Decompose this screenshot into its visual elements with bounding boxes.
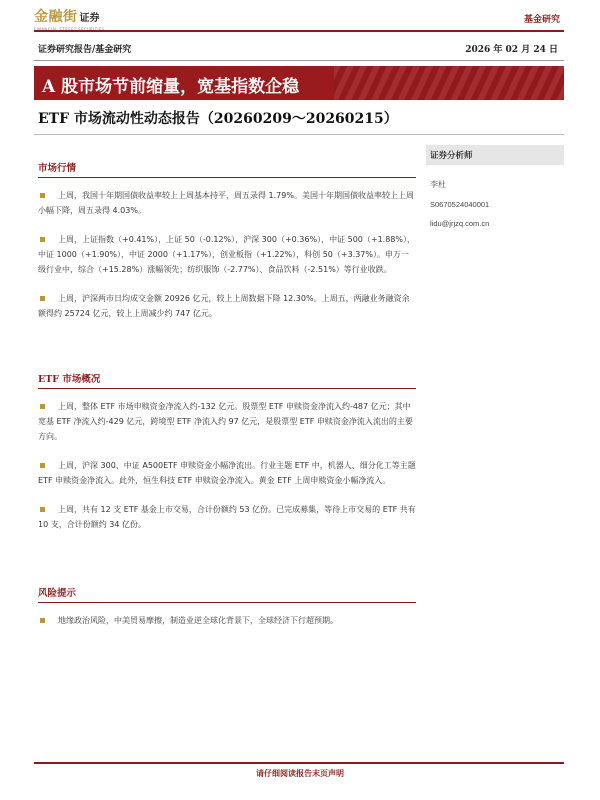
section-heading-risk: 风险提示: [38, 585, 416, 603]
bullet-square-icon: [40, 507, 45, 512]
list-item: [38, 613, 416, 628]
bullet-square-icon: [40, 404, 45, 409]
report-date: 2026 年 02 月 24 日: [465, 45, 558, 55]
section-risk: [38, 585, 416, 628]
list-item: [38, 458, 416, 488]
page-header: [0, 0, 600, 34]
section-heading-market: 市场行情: [38, 160, 416, 178]
report-type: 证券研究报告/基金研究: [38, 45, 132, 55]
subtitle-divider: [34, 134, 564, 135]
report-subtitle: ETF 市场流动性动态报告（20260209～20260215）: [38, 111, 398, 127]
analyst-cert-id: S0670524040001: [430, 200, 490, 209]
list-item: [38, 188, 416, 218]
footer-disclaimer: 请仔细阅读报告末页声明: [256, 768, 344, 778]
bullet-text: 上周，共有 12 支 ETF 基金上市交易，合计份额约 53 亿份。已完成募集，等待上市交易的 ETF 共有 10 支，合计份额约 34 亿份。: [38, 505, 416, 529]
header-divider: [34, 30, 564, 32]
bullet-text: 上周，我国十年期国债收益率较上上周基本持平，周五录得 1.79%。美国十年期国债收益率较上上周小幅下降，周五录得 4.03%。: [38, 191, 414, 215]
logo-brand: 金融街: [34, 9, 78, 25]
bullet-text: 地缘政治风险，中美贸易摩擦，制造业逆全球化背景下，全球经济下行超预期。: [58, 616, 338, 625]
section-market: [38, 160, 416, 321]
bullet-square-icon: [40, 618, 45, 623]
list-item: [38, 502, 416, 532]
bullet-square-icon: [40, 296, 45, 301]
bullet-text: 上周，沪深 300、中证 A500ETF 申赎资金小幅净流出。行业主题 ETF 中，机器人、细分化工等主题 ETF 申赎资金净流入。此外，恒生科技 ETF 申赎资金净流入。黄金 ETF 上周申赎资金小幅净流入。: [38, 461, 416, 485]
bullet-text: 上周，上证指数（+0.41%），上证 50（-0.12%），沪深 300（+0.36%），中证 500（+1.88%），中证 1000（+1.90%），中证 2000（+1.17%），创业板指（+1.22%），科创 50（+3.37%）。申万一级行业中，综合（+15.28%）涨幅领先；纺织服饰（-2.77%）、食品饮料（-2.51%）等行业收跌。: [38, 235, 415, 274]
footer-divider: [34, 762, 564, 764]
list-item: [38, 291, 416, 321]
section-heading-etf: ETF 市场概况: [38, 371, 416, 389]
analyst-heading: 证券分析师: [426, 145, 564, 165]
list-item: [38, 232, 416, 277]
main-title: A 股市场节前缩量，宽基指数企稳: [42, 77, 300, 97]
list-item: [38, 399, 416, 444]
banner-decoration: [334, 66, 564, 100]
bullet-text: 上周，整体 ETF 市场申赎资金净流入约-132 亿元。股票型 ETF 申赎资金净流入约-487 亿元；其中宽基 ETF 净流入约-429 亿元，跨境型 ETF 净流入约 97 亿元，是股票型 ETF 申赎资金净流入流出的主要方向。: [38, 402, 413, 441]
company-logo: [34, 6, 104, 32]
section-etf: [38, 371, 416, 532]
bullet-square-icon: [40, 193, 45, 198]
analyst-panel: [426, 145, 564, 228]
report-meta-row: [34, 38, 564, 58]
analyst-email: lidu@jrjzq.com.cn: [430, 219, 490, 228]
header-category: 基金研究: [523, 15, 560, 25]
meta-divider: [34, 60, 564, 61]
title-banner: [34, 66, 564, 100]
logo-unit: 证券: [79, 13, 100, 24]
analyst-name: 李杜: [430, 180, 446, 189]
bullet-square-icon: [40, 463, 45, 468]
bullet-square-icon: [40, 237, 45, 242]
bullet-text: 上周，沪深两市日均成交金额 20926 亿元，较上上周数据下降 12.30%。上周五，两融业务融资余额得约 25724 亿元，较上上周减少约 747 亿元。: [38, 294, 410, 318]
